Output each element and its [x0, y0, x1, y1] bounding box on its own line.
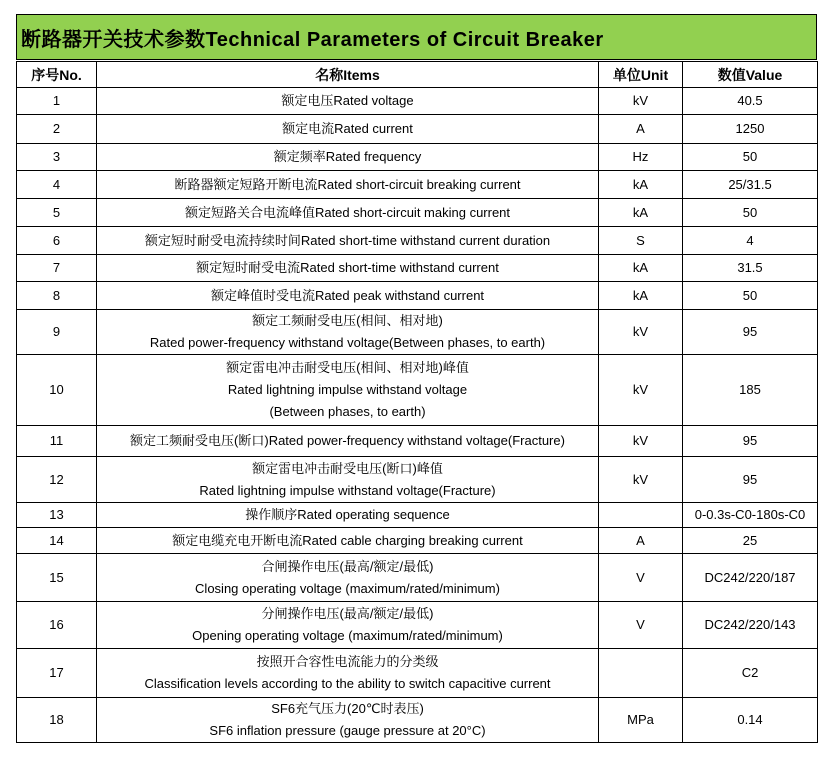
row-unit — [599, 503, 683, 528]
item-text-line: Rated lightning impulse withstand voltage(Fracture) — [199, 482, 496, 498]
row-unit: kV — [599, 457, 683, 503]
page-title: 断路器开关技术参数Technical Parameters of Circuit Breaker — [21, 28, 604, 51]
row-number: 4 — [17, 171, 97, 199]
table-row — [17, 698, 818, 743]
row-item — [97, 227, 599, 255]
row-number: 3 — [17, 144, 97, 171]
row-item — [97, 88, 599, 115]
row-unit: kV — [599, 310, 683, 355]
table-row — [17, 310, 818, 355]
row-unit: kA — [599, 255, 683, 282]
row-unit: A — [599, 528, 683, 554]
row-number: 1 — [17, 88, 97, 115]
row-item — [97, 602, 599, 649]
item-text-line: Classification levels according to the ability to switch capacitive current — [144, 676, 551, 691]
header-no: 序号No. — [17, 62, 97, 88]
row-number: 10 — [17, 355, 97, 426]
item-text-line: 断路器额定短路开断电流Rated short-circuit breaking current — [174, 176, 521, 192]
row-item — [97, 649, 599, 698]
item-text-line: 合闸操作电压(最高/额定/最低) — [261, 558, 434, 574]
item-text-line: 分闸操作电压(最高/额定/最低) — [261, 606, 434, 621]
table-row — [17, 649, 818, 698]
header-unit: 单位Unit — [599, 62, 683, 88]
header-value: 数值Value — [683, 62, 818, 88]
row-unit: kV — [599, 426, 683, 457]
row-unit: V — [599, 602, 683, 649]
table-body — [17, 88, 818, 743]
row-value: 50 — [683, 199, 818, 227]
item-text-line: 额定峰值时受电流Rated peak withstand current — [210, 287, 485, 303]
row-value: 25 — [683, 528, 818, 554]
row-value: 0-0.3s-C0-180s-C0 — [683, 503, 818, 528]
row-unit: kA — [599, 282, 683, 310]
row-value: 4 — [683, 227, 818, 255]
row-number: 2 — [17, 115, 97, 144]
row-number: 5 — [17, 199, 97, 227]
item-text-line: 额定工频耐受电压(相间、相对地) — [252, 313, 443, 328]
row-number: 8 — [17, 282, 97, 310]
row-value: 95 — [683, 310, 818, 355]
row-unit — [599, 649, 683, 698]
row-item — [97, 282, 599, 310]
row-unit: kA — [599, 199, 683, 227]
item-text-line: Rated lightning impulse withstand voltage — [227, 382, 468, 397]
row-item — [97, 554, 599, 602]
title-bar — [16, 14, 817, 60]
row-item — [97, 171, 599, 199]
row-value: 50 — [683, 144, 818, 171]
row-item — [97, 144, 599, 171]
row-unit: V — [599, 554, 683, 602]
row-number: 14 — [17, 528, 97, 554]
item-text-line: SF6 inflation pressure (gauge pressure at 20°C) — [209, 723, 486, 738]
row-unit: kV — [599, 88, 683, 115]
table-row — [17, 115, 818, 144]
row-number: 12 — [17, 457, 97, 503]
row-number: 11 — [17, 426, 97, 457]
row-item — [97, 199, 599, 227]
row-unit: kA — [599, 171, 683, 199]
row-item — [97, 355, 599, 426]
table-row — [17, 255, 818, 282]
row-number: 13 — [17, 503, 97, 528]
table-row — [17, 355, 818, 426]
row-value: C2 — [683, 649, 818, 698]
row-number: 9 — [17, 310, 97, 355]
table-row — [17, 426, 818, 457]
table-row — [17, 227, 818, 255]
row-item — [97, 503, 599, 528]
row-number: 16 — [17, 602, 97, 649]
table-row — [17, 528, 818, 554]
row-value: 185 — [683, 355, 818, 426]
row-number: 7 — [17, 255, 97, 282]
table-header-row — [17, 62, 818, 88]
row-number: 6 — [17, 227, 97, 255]
item-text-line: 额定电压Rated voltage — [281, 93, 414, 108]
item-text-line: 额定短时耐受电流持续时间Rated short-time withstand current duration — [144, 232, 551, 248]
table-row — [17, 171, 818, 199]
table-row — [17, 602, 818, 649]
table-row — [17, 554, 818, 602]
header-items: 名称Items — [97, 62, 599, 88]
item-text-line: 额定短时耐受电流Rated short-time withstand current — [196, 260, 499, 275]
item-text-line: 额定雷电冲击耐受电压(相间、相对地)峰值 — [226, 360, 469, 375]
row-item — [97, 457, 599, 503]
row-value: 95 — [683, 426, 818, 457]
row-value: 0.14 — [683, 698, 818, 743]
item-text-line: 按照开合容性电流能力的分类级 — [256, 654, 439, 669]
item-text-line: Opening operating voltage (maximum/rated/minimum) — [192, 628, 503, 643]
parameters-table — [16, 61, 818, 743]
row-value: 31.5 — [683, 255, 818, 282]
row-value: 1250 — [683, 115, 818, 144]
item-text-line: SF6充气压力(20℃时表压) — [271, 701, 424, 716]
row-value: DC242/220/143 — [683, 602, 818, 649]
table-row — [17, 88, 818, 115]
item-text-line: 额定频率Rated frequency — [273, 149, 422, 164]
table-row — [17, 199, 818, 227]
row-item — [97, 528, 599, 554]
row-number: 18 — [17, 698, 97, 743]
item-text-line: 操作顺序Rated operating sequence — [245, 507, 450, 522]
item-text-line: (Between phases, to earth) — [269, 404, 426, 419]
row-item — [97, 255, 599, 282]
table-row — [17, 503, 818, 528]
table-row — [17, 282, 818, 310]
item-text-line: 额定工频耐受电压(断口)Rated power-frequency withstand voltage(Fracture) — [130, 433, 565, 448]
row-value: DC242/220/187 — [683, 554, 818, 602]
table-row — [17, 457, 818, 503]
row-item — [97, 426, 599, 457]
row-number: 17 — [17, 649, 97, 698]
row-unit: MPa — [599, 698, 683, 743]
row-unit: Hz — [599, 144, 683, 171]
row-item — [97, 115, 599, 144]
item-text-line: Rated power-frequency withstand voltage(Between phases, to earth) — [149, 335, 546, 350]
row-item — [97, 310, 599, 355]
item-text-line: 额定电缆充电开断电流Rated cable charging breaking current — [172, 532, 523, 548]
row-value: 25/31.5 — [683, 171, 818, 199]
row-unit: S — [599, 227, 683, 255]
item-text-line: 额定电流Rated current — [282, 121, 413, 136]
item-text-line: 额定雷电冲击耐受电压(断口)峰值 — [252, 460, 443, 476]
row-unit: A — [599, 115, 683, 144]
row-item — [97, 698, 599, 743]
table-row — [17, 144, 818, 171]
item-text-line: 额定短路关合电流峰值Rated short-circuit making current — [184, 204, 511, 220]
row-value: 40.5 — [683, 88, 818, 115]
row-unit: kV — [599, 355, 683, 426]
row-value: 50 — [683, 282, 818, 310]
row-number: 15 — [17, 554, 97, 602]
row-value: 95 — [683, 457, 818, 503]
item-text-line: Closing operating voltage (maximum/rated/minimum) — [195, 580, 500, 596]
